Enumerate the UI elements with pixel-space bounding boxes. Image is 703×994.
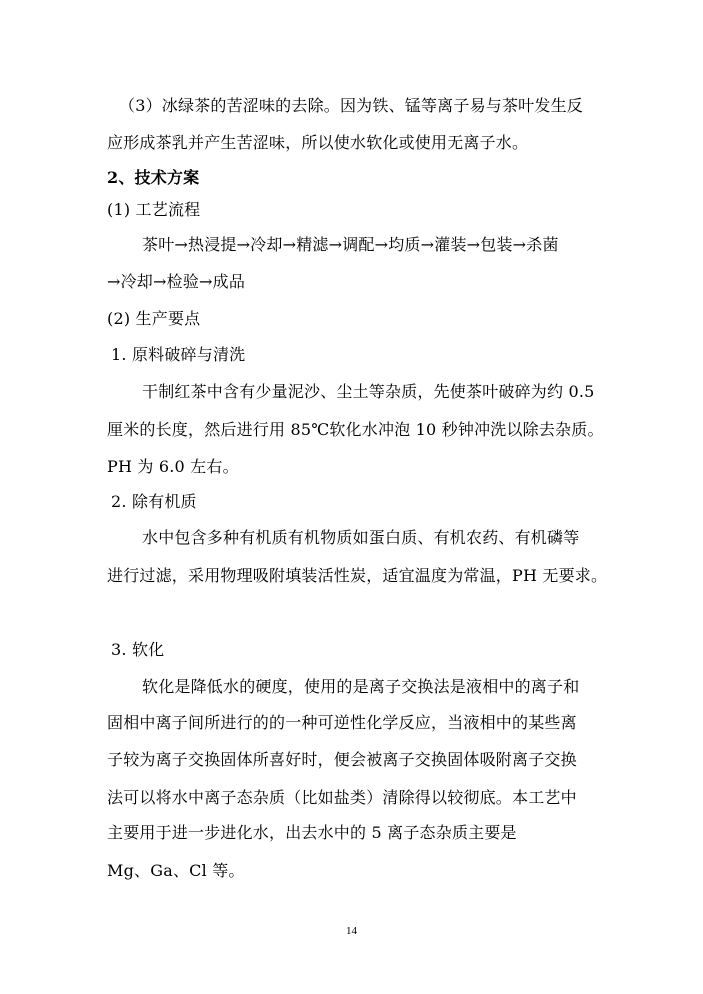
process-flow-line: 茶叶→热浸提→冷却→精滤→调配→均质→灌装→包装→杀菌: [142, 235, 559, 254]
page-number: 14: [346, 925, 357, 937]
item-heading: 2. 除有机质: [111, 492, 197, 511]
paragraph-line: 软化是降低水的硬度，使用的是离子交换法是液相中的离子和: [142, 677, 580, 696]
section-heading: 2、技术方案: [107, 168, 200, 187]
process-flow-line: →冷却→检验→成品: [107, 272, 246, 291]
subsection-heading: (2) 生产要点: [107, 309, 201, 328]
paragraph-line: 进行过滤，采用物理吸附填装活性炭，适宜温度为常温，PH 无要求。: [107, 566, 608, 585]
item-heading: 3. 软化: [111, 640, 165, 659]
paragraph-line: PH 为 6.0 左右。: [107, 457, 239, 476]
paragraph-line: 厘米的长度，然后进行用 85℃软化水冲泡 10 秒钟冲洗以除去杂质。: [107, 420, 604, 439]
subsection-heading: (1) 工艺流程: [107, 200, 201, 219]
paragraph-line: 水中包含多种有机质有机物质如蛋白质、有机农药、有机磷等: [142, 528, 580, 547]
paragraph-line: 主要用于进一步进化水，出去水中的 5 离子态杂质主要是: [107, 823, 517, 842]
item-heading: 1. 原料破碎与清洗: [111, 345, 246, 364]
paragraph-line: Mg、Ga、Cl 等。: [107, 861, 245, 880]
paragraph-line: 法可以将水中离子态杂质（比如盐类）清除得以较彻底。本工艺中: [107, 788, 577, 807]
paragraph-line: （3）冰绿茶的苦涩味的去除。因为铁、锰等离子易与茶叶发生反: [119, 96, 583, 115]
paragraph-line: 应形成茶乳并产生苦涩味，所以使水软化或使用无离子水。: [107, 133, 529, 152]
paragraph-line: 干制红茶中含有少量泥沙、尘土等杂质，先使茶叶破碎为约 0.5: [142, 382, 595, 401]
paragraph-line: 固相中离子间所进行的的一种可逆性化学反应，当液相中的某些离: [107, 713, 577, 732]
paragraph-line: 子较为离子交换固体所喜好时，便会被离子交换固体吸附离子交换: [107, 750, 577, 769]
